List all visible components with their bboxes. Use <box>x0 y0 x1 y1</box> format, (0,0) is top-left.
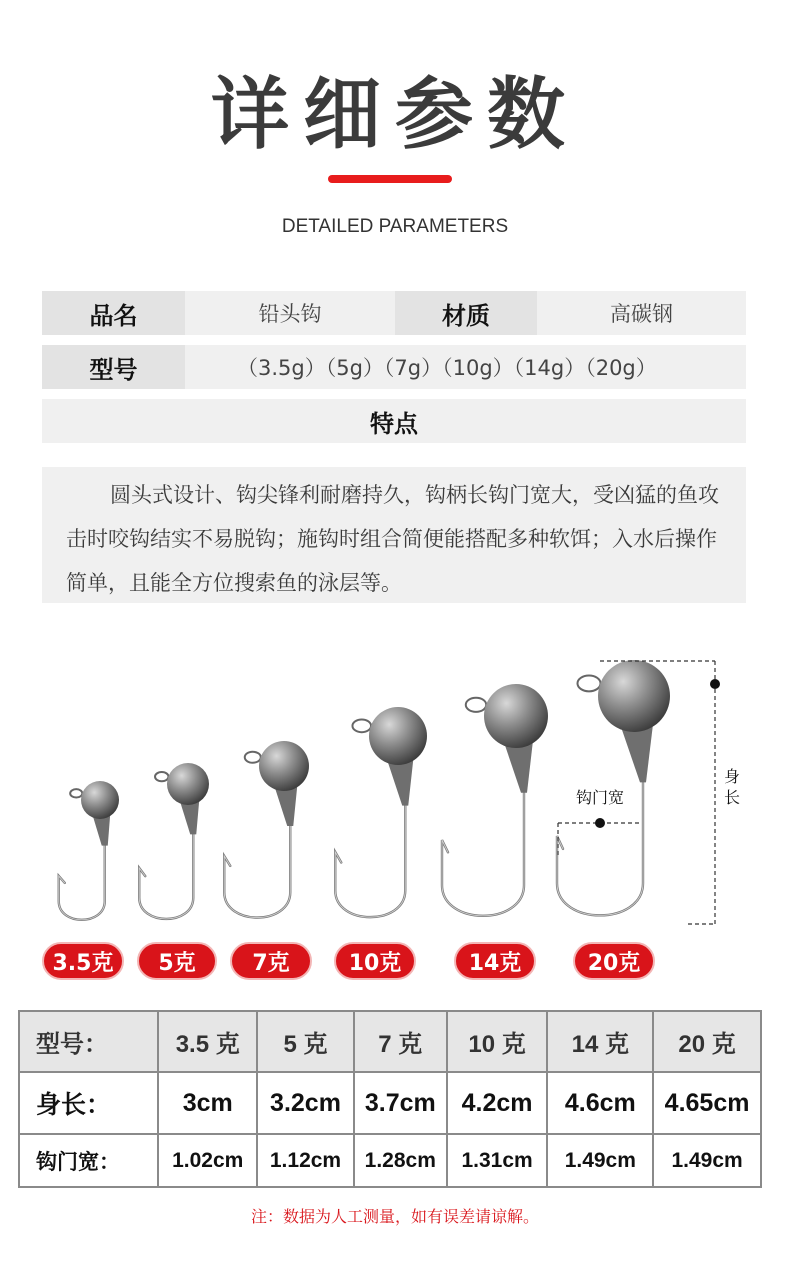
table-row-model <box>19 1011 761 1072</box>
table-cell: 20 克 <box>653 1011 761 1072</box>
weight-pill: 14克 <box>454 942 536 980</box>
page-title: 详细参数 <box>210 70 579 160</box>
table-cell: 1.49cm <box>653 1134 761 1187</box>
table-cell: 1.02cm <box>158 1134 257 1187</box>
table-cell: 1.12cm <box>257 1134 354 1187</box>
weight-pill: 10克 <box>334 942 416 980</box>
weight-pill: 7克 <box>230 942 312 980</box>
page-subtitle: DETAILED PARAMETERS <box>281 216 509 237</box>
table-row-gap <box>19 1134 761 1187</box>
model-value: （3.5g）（5g）（7g）（10g）（14g）（20g） <box>237 356 657 380</box>
name-value: 铅头钩 <box>258 302 322 326</box>
table-cell: 1.49cm <box>547 1134 653 1187</box>
weight-pill: 3.5克 <box>42 942 124 980</box>
jig-hook-icon <box>59 781 119 920</box>
feature-label: 特点 <box>370 409 418 438</box>
length-marker-icon <box>710 679 720 689</box>
jig-hook-icon <box>335 707 427 917</box>
table-cell: 3.5 克 <box>158 1011 257 1072</box>
weight-pill: 20克 <box>573 942 655 980</box>
jig-hook-icon <box>442 684 548 916</box>
table-cell: 7 克 <box>354 1011 447 1072</box>
params-row-name <box>42 291 746 335</box>
row-label-gap: 钩门宽： <box>19 1134 158 1187</box>
table-cell: 4.65cm <box>653 1072 761 1135</box>
gap-label: 钩门宽 <box>575 788 625 807</box>
jig-hook-icon <box>224 741 309 918</box>
material-value: 高碳钢 <box>610 302 673 326</box>
table-cell: 14 克 <box>547 1011 653 1072</box>
hooks-diagram <box>0 640 790 940</box>
table-cell: 3.7cm <box>354 1072 447 1135</box>
row-label-model: 型号： <box>19 1011 158 1072</box>
weight-pill: 5克 <box>137 942 217 980</box>
table-cell: 10 克 <box>447 1011 548 1072</box>
description-text: 圆头式设计、钩尖锋利耐磨持久，钩柄长钩门宽大，受凶猛的鱼攻击时咬钩结实不易脱钩；施钩时组合简便能搭配多种软饵；入水后操作简单，且能全方位搜索鱼的泳层等。 <box>66 483 719 595</box>
table-cell: 5 克 <box>257 1011 354 1072</box>
params-row-model <box>42 345 746 389</box>
table-cell: 4.2cm <box>447 1072 548 1135</box>
params-row-feature <box>42 399 746 443</box>
feature-description <box>42 467 746 603</box>
material-label: 材质 <box>395 291 537 335</box>
model-label: 型号 <box>42 345 185 389</box>
row-label-length: 身长： <box>19 1072 158 1135</box>
name-label: 品名 <box>42 291 185 335</box>
length-label-char2: 长 <box>723 788 741 807</box>
jig-hook-icon <box>139 763 209 919</box>
table-cell: 1.31cm <box>447 1134 548 1187</box>
table-cell: 1.28cm <box>354 1134 447 1187</box>
gap-marker-icon <box>595 818 605 828</box>
measurement-note: 注：数据为人工测量，如有误差请谅解。 <box>250 1207 539 1226</box>
table-cell: 3.2cm <box>257 1072 354 1135</box>
title-underline <box>328 175 452 183</box>
table-cell: 3cm <box>158 1072 257 1135</box>
length-label-char1: 身 <box>723 767 741 786</box>
table-row-length <box>19 1072 761 1135</box>
spec-table <box>18 1010 762 1188</box>
table-cell: 4.6cm <box>547 1072 653 1135</box>
